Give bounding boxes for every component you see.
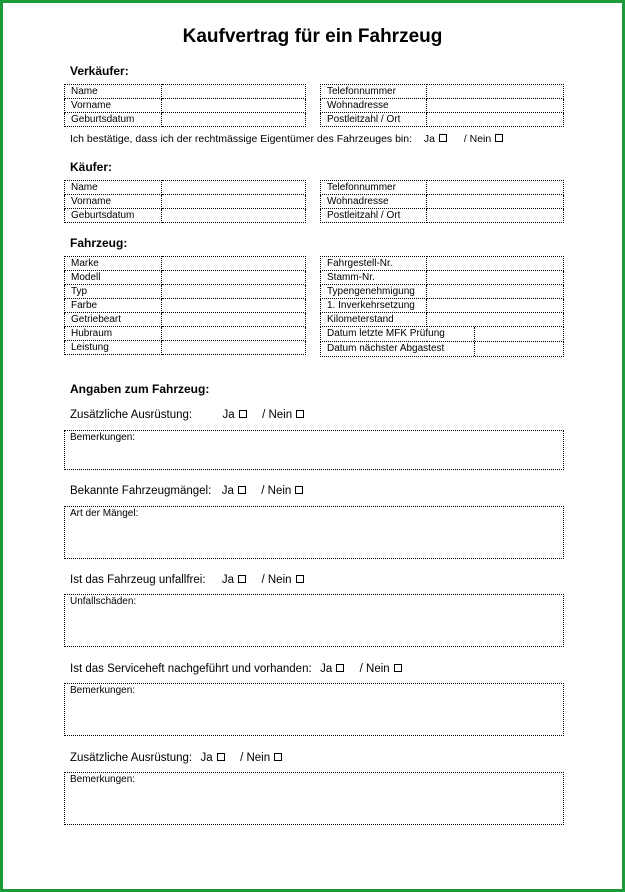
seller-right-table — [320, 84, 564, 127]
field-label: Getriebeart — [65, 313, 162, 327]
service-remarks-box[interactable] — [64, 683, 564, 736]
field-label: Typengenehmigung — [321, 285, 427, 299]
checkbox-no[interactable] — [495, 134, 503, 142]
yes-label: Ja — [320, 663, 333, 675]
field-label: Wohnadresse — [321, 99, 427, 113]
field-label: Datum letzte MFK Prüfung — [321, 327, 474, 341]
question-extra-equipment — [70, 409, 307, 421]
field-value[interactable] — [162, 85, 306, 99]
question-text: Zusätzliche Ausrüstung: — [70, 752, 193, 764]
vehicle-right-table — [320, 256, 564, 357]
accident-damage-box[interactable] — [64, 594, 564, 647]
yes-label: Ja — [423, 133, 435, 145]
buyer-right-table — [320, 180, 564, 223]
vehicle-left-table — [64, 256, 306, 355]
yes-label: Ja — [222, 409, 235, 421]
details-heading: Angaben zum Fahrzeug: — [70, 382, 210, 396]
field-label: Vorname — [65, 195, 162, 209]
vehicle-heading: Fahrzeug: — [70, 236, 128, 250]
question-service-book — [70, 663, 405, 675]
field-label: 1. Inverkehrsetzung — [321, 299, 427, 313]
checkbox-yes[interactable] — [336, 664, 344, 672]
checkbox-yes[interactable] — [217, 753, 225, 761]
field-label: Telefonnummer — [321, 85, 427, 99]
checkbox-no[interactable] — [296, 410, 304, 418]
field-value[interactable] — [474, 342, 563, 356]
checkbox-yes[interactable] — [439, 134, 447, 142]
field-value[interactable] — [162, 313, 306, 327]
field-value[interactable] — [162, 341, 306, 355]
field-value[interactable] — [162, 327, 306, 341]
seller-heading: Verkäufer: — [70, 64, 129, 78]
field-value[interactable] — [162, 271, 306, 285]
question-extra-equipment-2 — [70, 752, 285, 764]
checkbox-yes[interactable] — [238, 575, 246, 583]
field-label: Hubraum — [65, 327, 162, 341]
field-value[interactable] — [162, 99, 306, 113]
field-value[interactable] — [427, 195, 564, 209]
box-label: Bemerkungen: — [70, 432, 136, 443]
box-label: Bemerkungen: — [70, 685, 136, 696]
no-label: / Nein — [359, 663, 390, 675]
field-label: Datum nächster Abgastest — [321, 342, 474, 356]
field-label: Vorname — [65, 99, 162, 113]
question-text: Ist das Serviceheft nachgeführt und vorhanden: — [70, 663, 312, 675]
field-value[interactable] — [427, 271, 564, 285]
field-value[interactable] — [427, 85, 564, 99]
question-text: Zusätzliche Ausrüstung: — [70, 409, 193, 421]
question-accident-free — [70, 574, 307, 586]
field-label: Name — [65, 181, 162, 195]
field-label: Postleitzahl / Ort — [321, 113, 427, 127]
field-value[interactable] — [162, 209, 306, 223]
field-value[interactable] — [162, 257, 306, 271]
checkbox-no[interactable] — [296, 575, 304, 583]
remarks-box-2[interactable] — [64, 772, 564, 825]
field-value[interactable] — [162, 195, 306, 209]
field-value[interactable] — [427, 285, 564, 299]
seller-confirm-line — [70, 133, 506, 145]
field-label: Name — [65, 85, 162, 99]
field-label: Modell — [65, 271, 162, 285]
checkbox-yes[interactable] — [239, 410, 247, 418]
no-label: / Nein — [262, 409, 293, 421]
field-label: Marke — [65, 257, 162, 271]
field-value[interactable] — [427, 209, 564, 223]
field-value[interactable] — [474, 327, 563, 341]
document-title: Kaufvertrag für ein Fahrzeug — [182, 26, 443, 47]
field-value[interactable] — [427, 113, 564, 127]
box-label: Bemerkungen: — [70, 774, 136, 785]
box-label: Unfallschäden: — [70, 596, 137, 607]
no-label: / Nein — [261, 485, 292, 497]
checkbox-no[interactable] — [274, 753, 282, 761]
defects-box[interactable] — [64, 506, 564, 559]
field-label: Fahrgestell-Nr. — [321, 257, 427, 271]
field-label: Stamm-Nr. — [321, 271, 427, 285]
field-value[interactable] — [162, 113, 306, 127]
confirm-text: Ich bestätige, dass ich der rechtmässige Eigentümer des Fahrzeuges bin: — [70, 133, 413, 145]
yes-label: Ja — [221, 485, 234, 497]
field-label: Wohnadresse — [321, 195, 427, 209]
question-text: Bekannte Fahrzeugmängel: — [70, 485, 212, 497]
no-label: / Nein — [463, 133, 492, 145]
no-label: / Nein — [261, 574, 292, 586]
field-label: Geburtsdatum — [65, 113, 162, 127]
field-value[interactable] — [162, 299, 306, 313]
buyer-heading: Käufer: — [70, 160, 113, 174]
checkbox-no[interactable] — [295, 486, 303, 494]
field-label: Leistung — [65, 341, 162, 355]
field-value[interactable] — [427, 299, 564, 313]
field-value[interactable] — [162, 181, 306, 195]
field-value[interactable] — [427, 313, 564, 327]
field-label: Geburtsdatum — [65, 209, 162, 223]
field-value[interactable] — [427, 257, 564, 271]
field-label: Telefonnummer — [321, 181, 427, 195]
checkbox-no[interactable] — [394, 664, 402, 672]
seller-left-table — [64, 84, 306, 127]
field-label: Postleitzahl / Ort — [321, 209, 427, 223]
field-value[interactable] — [427, 181, 564, 195]
no-label: / Nein — [240, 752, 271, 764]
buyer-left-table — [64, 180, 306, 223]
yes-label: Ja — [221, 574, 235, 586]
field-value[interactable] — [427, 99, 564, 113]
question-known-defects — [70, 485, 306, 497]
yes-label: Ja — [200, 752, 213, 764]
field-label: Farbe — [65, 299, 162, 313]
field-label: Kilometerstand — [321, 313, 427, 327]
box-label: Art der Mängel: — [70, 508, 139, 519]
question-text: Ist das Fahrzeug unfallfrei: — [70, 574, 206, 586]
checkbox-yes[interactable] — [238, 486, 246, 494]
remarks-box[interactable] — [64, 430, 564, 470]
field-label: Typ — [65, 285, 162, 299]
field-value[interactable] — [162, 285, 306, 299]
